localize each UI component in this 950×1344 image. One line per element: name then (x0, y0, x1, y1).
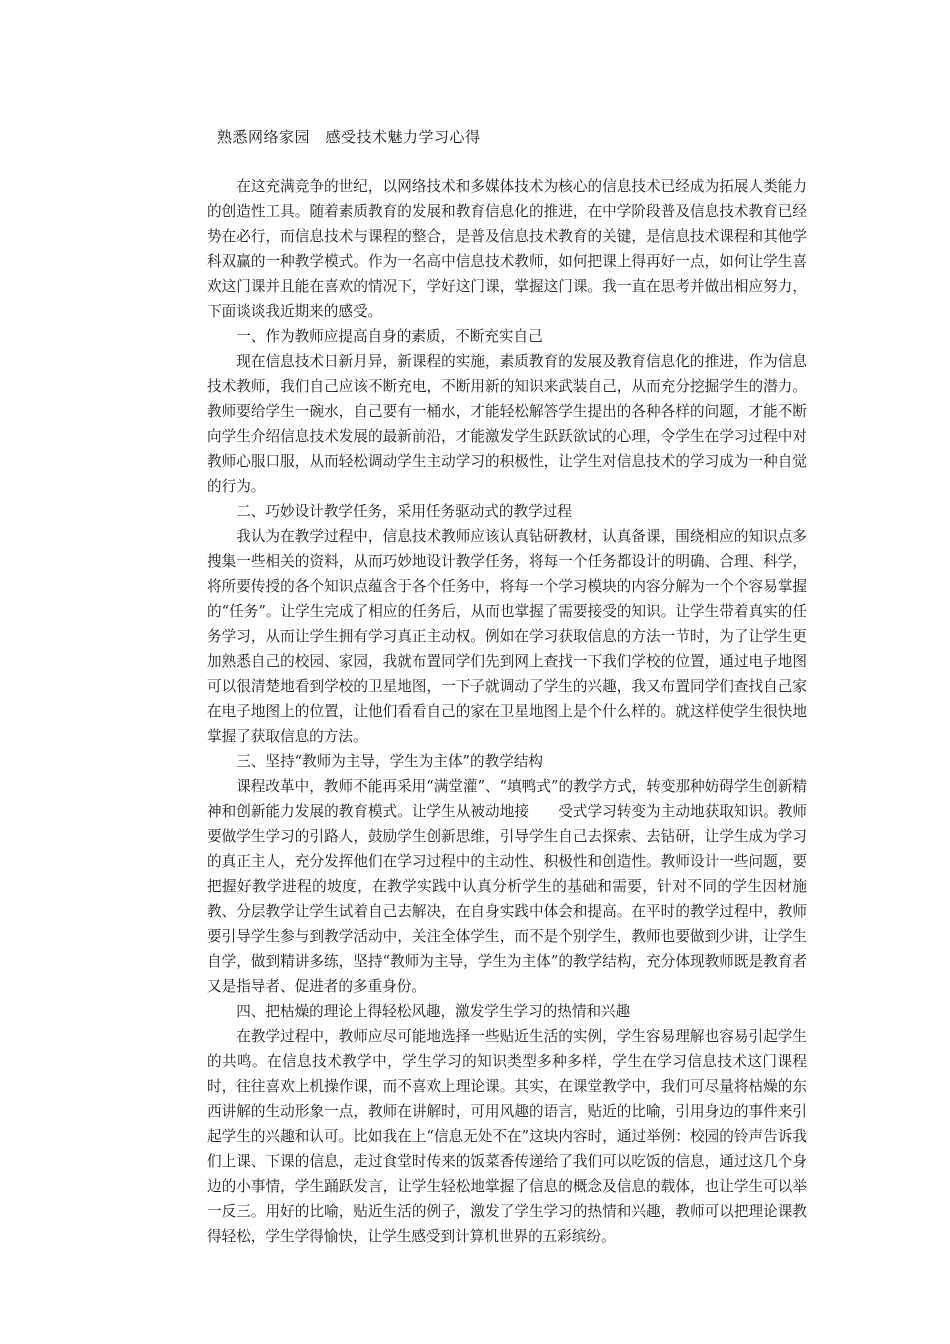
document-body (207, 174, 807, 1249)
section-2-paragraph: 我认为在教学过程中，信息技术教师应该认真钻研教材，认真备课，围绕相应的知识点多搜集一些相关的资料，从而巧妙地设计教学任务，将每一个任务都设计的明确、合理、科学，将所要传授的各个知识点蕴含于各个任务中，将每一个学习模块的内容分解为一个个容易掌握的“任务”。让学生完成了相应的任务后，从而也掌握了需要接受的知识。让学生带着真实的任务学习，从而让学生拥有学习真正主动权。例如在学习获取信息的方法一节时，为了让学生更加熟悉自己的校园、家园，我就布置同学们先到网上查找一下我们学校的位置，通过电子地图可以很清楚地看到学校的卫星地图，一下子就调动了学生的兴趣，我又布置同学们查找自己家在电子地图上的位置，让他们看看自己的家在卫星地图上是个什么样的。就这样使学生很快地掌握了获取信息的方法。 (207, 528, 807, 745)
section-3-heading: 三、坚持“教师为主导，学生为主体”的教学结构 (236, 753, 543, 770)
intro-paragraph: 在这充满竞争的世纪，以网络技术和多媒体技术为核心的信息技术已经成为拓展人类能力的创造性工具。随着素质教育的发展和教育信息化的推进，在中学阶段普及信息技术教育已经势在必行，而信息技术与课程的整合，是普及信息技术教育的关键，是信息技术课程和其他学科双赢的一种教学模式。作为一名高中信息技术教师，如何把课上得再好一点，如何让学生喜欢这门课并且能在喜欢的情况下，学好这门课，掌握这门课。我一直在思考并做出相应努力，下面谈谈我近期来的感受。 (207, 178, 807, 320)
document-title: 熟悉网络家园 感受技术魅力学习心得 (217, 128, 481, 146)
section-4-paragraph: 在教学过程中，教师应尽可能地选择一些贴近生活的实例，学生容易理解也容易引起学生的共鸣。在信息技术教学中，学生学习的知识类型多种多样，学生在学习信息技术这门课程时，往往喜欢上机操作课，而不喜欢上理论课。其实，在课堂教学中，我们可尽量将枯燥的东西讲解的生动形象一点，教师在讲解时，可用风趣的语言，贴近的比喻，引用身边的事件来引起学生的兴趣和认可。比如我在上“信息无处不在”这块内容时，通过举例：校园的铃声告诉我们上课、下课的信息，走过食堂时传来的饭菜香传递给了我们可以吃饭的信息，通过这几个身边的小事情，学生踊跃发言，让学生轻松地掌握了信息的概念及信息的载体，也让学生可以举一反三。用好的比喻，贴近生活的例子，激发了学生学习的热情和兴趣，教师可以把理论课教得轻松，学生学得愉快，让学生感受到计算机世界的五彩缤纷。 (207, 1028, 807, 1245)
section-2-heading: 二、巧妙设计教学任务，采用任务驱动式的教学过程 (236, 503, 572, 520)
section-1-heading: 一、作为教师应提高自身的素质，不断充实自己 (236, 328, 543, 345)
section-4-heading: 四、把枯燥的理论上得轻松风趣，激发学生学习的热情和兴趣 (236, 1003, 631, 1020)
section-3-paragraph: 课程改革中，教师不能再采用“满堂灌”、“填鸭式”的教学方式，转变那种妨碍学生创新精神和创新能力发展的教育模式。让学生从被动地接 受式学习转变为主动地获取知识。教师要做学生学习的引路人，鼓励学生创新思维，引导学生自己去探索、去钻研，让学生成为学习的真正主人，充分发挥他们在学习过程中的主动性、积极性和创造性。教师设计一些问题，要把握好教学进程的坡度，在教学实践中认真分析学生的基础和需要，针对不同的学生因材施教、分层教学让学生试着自己去解决，在自身实践中体会和提高。在平时的教学过程中，教师要引导学生参与到教学活动中，关注全体学生，而不是个别学生，教师也要做到少讲，让学生自学，做到精讲多练，坚持“教师为主导，学生为主体”的教学结构，充分体现教师既是教育者又是指导者、促进者的多重身份。 (207, 778, 807, 995)
section-1-paragraph: 现在信息技术日新月异，新课程的实施，素质教育的发展及教育信息化的推进，作为信息技术教师，我们自己应该不断充电，不断用新的知识来武装自己，从而充分挖掘学生的潜力。教师要给学生一碗水，自己要有一桶水，才能轻松解答学生提出的各种各样的问题，才能不断向学生介绍信息技术发展的最新前沿，才能激发学生跃跃欲试的心理，令学生在学习过程中对教师心服口服，从而轻松调动学生主动学习的积极性，让学生对信息技术的学习成为一种自觉的行为。 (207, 353, 807, 495)
